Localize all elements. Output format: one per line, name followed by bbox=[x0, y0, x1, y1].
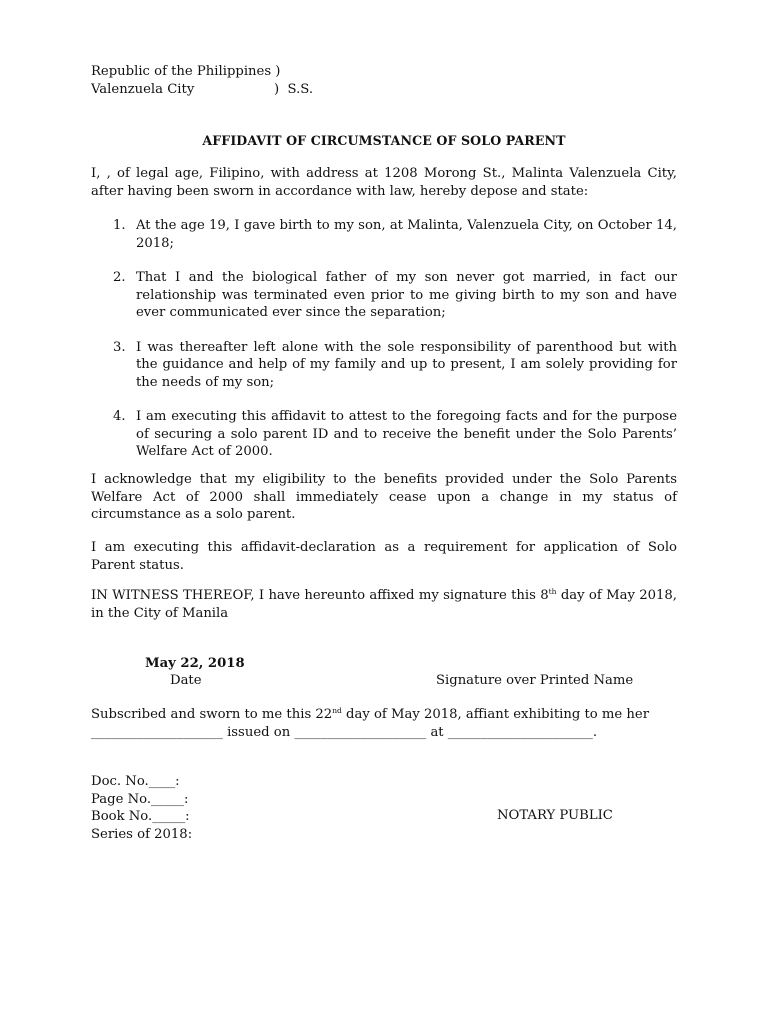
executing-paragraph: I am executing this affidavit-declaration as a requirement for application of Solo Parent status. bbox=[91, 540, 677, 573]
notarial-register-block bbox=[91, 773, 192, 843]
venue-city: Valenzuela City bbox=[91, 81, 195, 97]
list-item bbox=[91, 217, 677, 252]
venue-city-line bbox=[91, 81, 313, 99]
acknowledgement-paragraph: I acknowledge that my eligibility to the benefits provided under the Solo Parents Welfare Act of 2000 shall immediately cease upon a change in my status of circumstance as a solo parent. bbox=[91, 472, 677, 522]
venue-ss: ) S.S. bbox=[274, 81, 314, 97]
subscribed-text: Subscribed and sworn to me this 22 bbox=[91, 707, 333, 722]
intro-paragraph: I, , of legal age, Filipino, with address at 1208 Morong St., Malinta Valenzuela City, after having been sworn in accordance with law, hereby depose and state: bbox=[91, 166, 677, 199]
list-item bbox=[91, 269, 677, 322]
list-item-text: At the age 19, I gave birth to my son, at Malinta, Valenzuela City, on October 14, 2018; bbox=[136, 218, 677, 251]
document-title: AFFIDAVIT OF CIRCUMSTANCE OF SOLO PARENT bbox=[202, 133, 566, 148]
list-item bbox=[91, 339, 677, 392]
date-label: Date bbox=[170, 673, 202, 688]
book-number: Book No._____: bbox=[91, 809, 190, 824]
witness-paragraph bbox=[91, 587, 677, 622]
subscribed-text-end: day of May 2018, affiant exhibiting to me her bbox=[341, 707, 650, 722]
signature-label: Signature over Printed Name bbox=[436, 673, 634, 688]
witness-text-end: day of May 2018, in the City of Manila bbox=[91, 588, 677, 621]
subscribed-line-2: ____________________ issued on ____________________ at ______________________. bbox=[91, 724, 598, 740]
venue-block bbox=[91, 63, 313, 98]
list-item-number: 1. bbox=[113, 218, 126, 233]
witness-day-suffix: th bbox=[548, 587, 557, 596]
list-item-text: I was thereafter left alone with the sole responsibility of parenthood but with the guidance and help of my family and up to present, I am solely providing for the needs of my son; bbox=[136, 339, 677, 390]
list-item-number: 2. bbox=[113, 270, 126, 285]
list-item-number: 3. bbox=[113, 339, 126, 355]
notary-public-label: NOTARY PUBLIC bbox=[497, 808, 613, 823]
witness-text: IN WITNESS THEREOF, I have hereunto affixed my signature this 8 bbox=[91, 588, 549, 603]
date-value: May 22, 2018 bbox=[145, 656, 245, 671]
doc-number: Doc. No.____: bbox=[91, 774, 180, 789]
subscribed-day-suffix: nd bbox=[332, 706, 342, 715]
subscribed-line-1 bbox=[91, 706, 691, 724]
list-item-number: 4. bbox=[113, 409, 126, 424]
list-item-text: I am executing this affidavit to attest to the foregoing facts and for the purpose of securing a solo parent ID and to receive the benefit under the Solo Parents’ Welfare Act of 2000. bbox=[136, 409, 677, 459]
page-number: Page No._____: bbox=[91, 791, 189, 807]
venue-country: Republic of the Philippines ) bbox=[91, 64, 281, 79]
series-year: Series of 2018: bbox=[91, 826, 193, 842]
list-item bbox=[91, 408, 677, 461]
subscribed-paragraph bbox=[91, 706, 691, 741]
statement-list bbox=[91, 217, 677, 478]
list-item-text: That I and the biological father of my son never got married, in fact our relationship was terminated even prior to me giving birth to my son and have ever communicated ever since the separation; bbox=[136, 270, 677, 320]
